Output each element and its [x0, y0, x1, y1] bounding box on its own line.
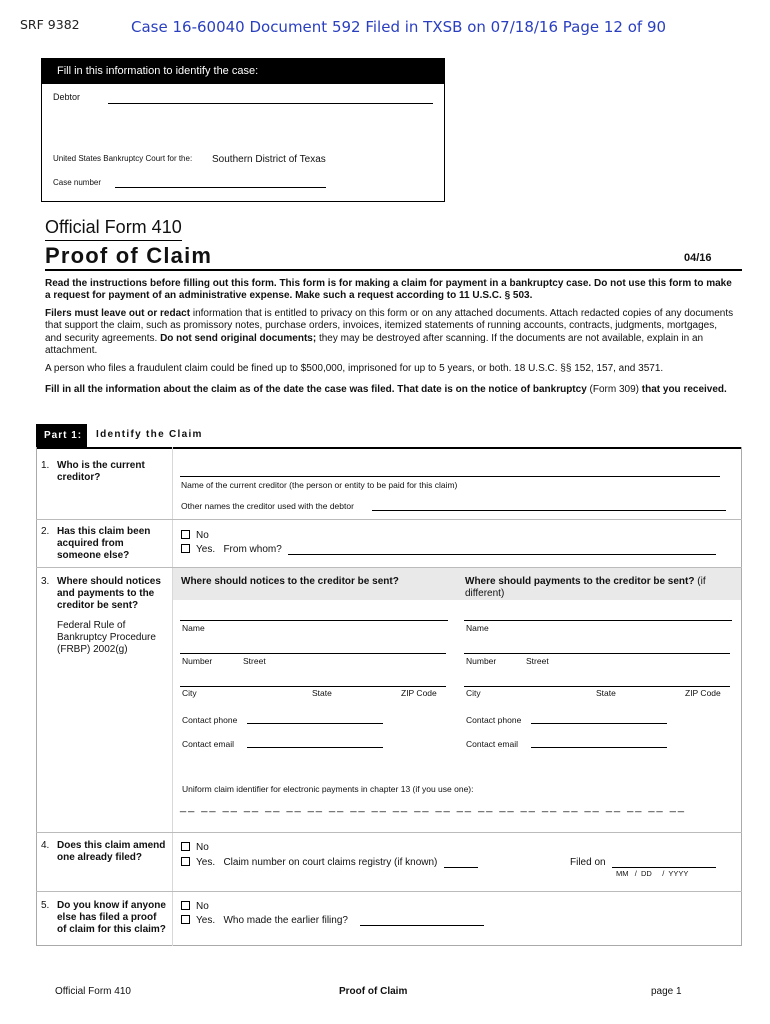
case-number-field[interactable] [115, 177, 326, 188]
q5-question [57, 900, 166, 936]
q5-line2: else has filed a proof [57, 912, 157, 923]
notices-heading: Where should notices to the creditor be sent? [181, 576, 399, 587]
section-divider [36, 519, 742, 520]
filed-on-date-field[interactable] [612, 857, 716, 868]
frbp-line1: Federal Rule of [57, 620, 126, 631]
redact-bold: Filers must leave out or redact [45, 308, 191, 319]
q2-line3: someone else? [57, 550, 130, 561]
case-number-label: Case number [53, 178, 102, 187]
notices-city-label: City [182, 688, 197, 698]
q4-line1: Does this claim amend [57, 840, 166, 851]
other-names-label: Other names the creditor used with the debtor [181, 501, 354, 511]
checkbox-icon[interactable] [181, 857, 190, 866]
notices-phone-field[interactable] [247, 713, 383, 724]
notices-email-label: Contact email [182, 739, 234, 749]
instructions-intro: Read the instructions before filling out this form. This form is for making a claim for payment in a bankruptcy case. Do not use this form to make a request for payment of an administrative expense. Make such a request according to 11 U.S.C. § 503. [45, 278, 732, 302]
creditor-name-label: Name of the current creditor (the person or entity to be paid for this claim) [181, 480, 458, 490]
q3-line2: and payments to the [57, 588, 155, 599]
payments-street-field[interactable] [464, 643, 730, 654]
payments-heading-if: (if [694, 576, 706, 587]
q4-registry-label: Claim number on court claims registry (if known) [223, 857, 438, 868]
q2-line2: acquired from [57, 538, 124, 549]
footer-title: Proof of Claim [339, 986, 408, 997]
notices-zip-label: ZIP Code [401, 688, 437, 698]
q1-line2: creditor? [57, 472, 101, 483]
q3-question [57, 576, 161, 612]
other-names-field[interactable] [372, 500, 726, 511]
debtor-label: Debtor [53, 92, 81, 102]
q2-no-option[interactable] [181, 530, 209, 541]
part1-title: Identify the Claim [96, 429, 203, 440]
q2-yes-label: Yes. [196, 544, 216, 555]
frame-divider [172, 447, 173, 946]
checkbox-icon[interactable] [181, 544, 190, 553]
q3-number: 3. [41, 576, 50, 587]
notices-name-field[interactable] [180, 610, 448, 621]
notices-name-label: Name [182, 623, 205, 633]
q4-no-label: No [196, 842, 209, 853]
q5-line1: Do you know if anyone [57, 900, 166, 911]
q2-from-whom-label: From whom? [223, 544, 282, 555]
payments-heading-bold: Where should payments to the creditor be sent? [465, 576, 695, 587]
court-filing-stamp: Case 16-60040 Document 592 Filed in TXSB on 07/18/16 Page 12 of 90 [131, 18, 667, 36]
q4-yes-option[interactable] [181, 857, 437, 868]
q5-yes-option[interactable] [181, 915, 348, 926]
footer-page-number: page 1 [651, 986, 682, 997]
case-box-heading: Fill in this information to identify the case: [42, 59, 444, 84]
instructions-redact [45, 308, 735, 358]
q3-line3: creditor be sent? [57, 600, 139, 611]
uci-field[interactable]: __ __ __ __ __ __ __ __ __ __ __ __ __ __ __ __ __ __ __ __ __ __ __ __ [180, 801, 686, 813]
debtor-field[interactable] [108, 92, 433, 104]
notices-state-label: State [312, 688, 332, 698]
frbp-line3: (FRBP) 2002(g) [57, 644, 128, 655]
redact-bold-2: Do not send original documents; [160, 332, 317, 344]
frame-bottom [36, 945, 742, 946]
frame-left [36, 447, 37, 946]
page-title: Proof of Claim [45, 243, 213, 268]
notices-street-label: Street [243, 656, 266, 666]
q5-yes-label: Yes. [196, 915, 216, 926]
q4-no-option[interactable] [181, 842, 209, 853]
notices-number-label: Number [182, 656, 213, 666]
court-value: Southern District of Texas [212, 154, 326, 165]
notices-phone-label: Contact phone [182, 715, 238, 725]
notices-city-field[interactable] [180, 676, 446, 687]
srf-number: SRF 9382 [20, 17, 80, 32]
q4-yes-label: Yes. [196, 857, 216, 868]
instructions-fraud: A person who files a fraudulent claim could be fined up to $500,000, imprisoned for up to 5 years, or both. 18 U.S.C. §§ 152, 157, and 3571. [45, 363, 664, 374]
date-format-hint: MM / DD / YYYY [616, 869, 689, 878]
payments-city-label: City [466, 688, 481, 698]
q3-line1: Where should notices [57, 576, 161, 587]
frbp-note [57, 620, 156, 656]
q4-line2: one already filed? [57, 852, 143, 863]
payments-heading [465, 576, 735, 600]
payments-phone-field[interactable] [531, 713, 667, 724]
q4-number: 4. [41, 840, 50, 851]
redact-text-b: they may be destroyed after scanning. If the documents are not available, explain in an attachment. [45, 332, 704, 357]
payments-heading-different: different) [465, 588, 505, 599]
notices-email-field[interactable] [247, 737, 383, 748]
section-divider [36, 832, 742, 833]
q5-no-option[interactable] [181, 901, 209, 912]
form-number-underline [45, 240, 182, 241]
q1-line1: Who is the current [57, 460, 145, 471]
checkbox-icon[interactable] [181, 842, 190, 851]
frbp-line2: Bankruptcy Procedure [57, 632, 156, 643]
fill-bold-c: that you received. [641, 384, 727, 395]
part1-tag: Part 1: [36, 424, 87, 447]
section-divider [36, 891, 742, 892]
part1-rule [36, 447, 742, 449]
creditor-name-field[interactable] [180, 466, 720, 477]
q5-number: 5. [41, 900, 50, 911]
q1-number: 1. [41, 460, 50, 471]
q5-no-label: No [196, 901, 209, 912]
q2-no-label: No [196, 530, 209, 541]
earlier-filer-field[interactable] [360, 915, 484, 926]
payments-state-label: State [596, 688, 616, 698]
title-rule [45, 269, 742, 271]
registry-number-field[interactable] [444, 857, 478, 868]
redact-text-a: information that is entitled to privacy on this form or on any attached documents. Attach redacted copies of any documents that support the claim, such as promissory notes, purchase orders, invoices, itemized statements of running accounts, contracts, judgments, mortgages, and security agreements. [45, 308, 734, 344]
notices-street-field[interactable] [180, 643, 446, 654]
q2-line1: Has this claim been [57, 526, 151, 537]
checkbox-icon[interactable] [181, 901, 190, 910]
fill-normal: (Form 309) [586, 384, 642, 395]
payments-street-label: Street [526, 656, 549, 666]
from-whom-field[interactable] [288, 544, 716, 555]
court-label: United States Bankruptcy Court for the: [53, 154, 193, 163]
payments-name-label: Name [466, 623, 489, 633]
checkbox-icon[interactable] [181, 530, 190, 539]
payments-name-field[interactable] [464, 610, 732, 621]
uci-label: Uniform claim identifier for electronic payments in chapter 13 (if you use one): [182, 784, 474, 794]
q5-line3: of claim for this claim? [57, 924, 166, 935]
q2-question [57, 526, 150, 562]
checkbox-icon[interactable] [181, 915, 190, 924]
form-version: 04/16 [684, 252, 712, 264]
q4-question [57, 840, 165, 864]
frame-right [741, 447, 742, 946]
form-number: Official Form 410 [45, 217, 182, 237]
payments-number-label: Number [466, 656, 497, 666]
q2-yes-option[interactable] [181, 544, 282, 555]
payments-city-field[interactable] [464, 676, 730, 687]
fill-bold-a: Fill in all the information about the claim as of the date the case was filed. That date is on the notice of bankruptcy [45, 384, 587, 395]
payments-zip-label: ZIP Code [685, 688, 721, 698]
instructions-fill [45, 384, 745, 396]
q5-who-label: Who made the earlier filing? [223, 915, 348, 926]
filed-on-label: Filed on [570, 857, 606, 868]
payments-phone-label: Contact phone [466, 715, 522, 725]
payments-email-field[interactable] [531, 737, 667, 748]
q2-number: 2. [41, 526, 50, 537]
footer-form-number: Official Form 410 [55, 986, 131, 997]
q1-question [57, 460, 145, 484]
payments-email-label: Contact email [466, 739, 518, 749]
